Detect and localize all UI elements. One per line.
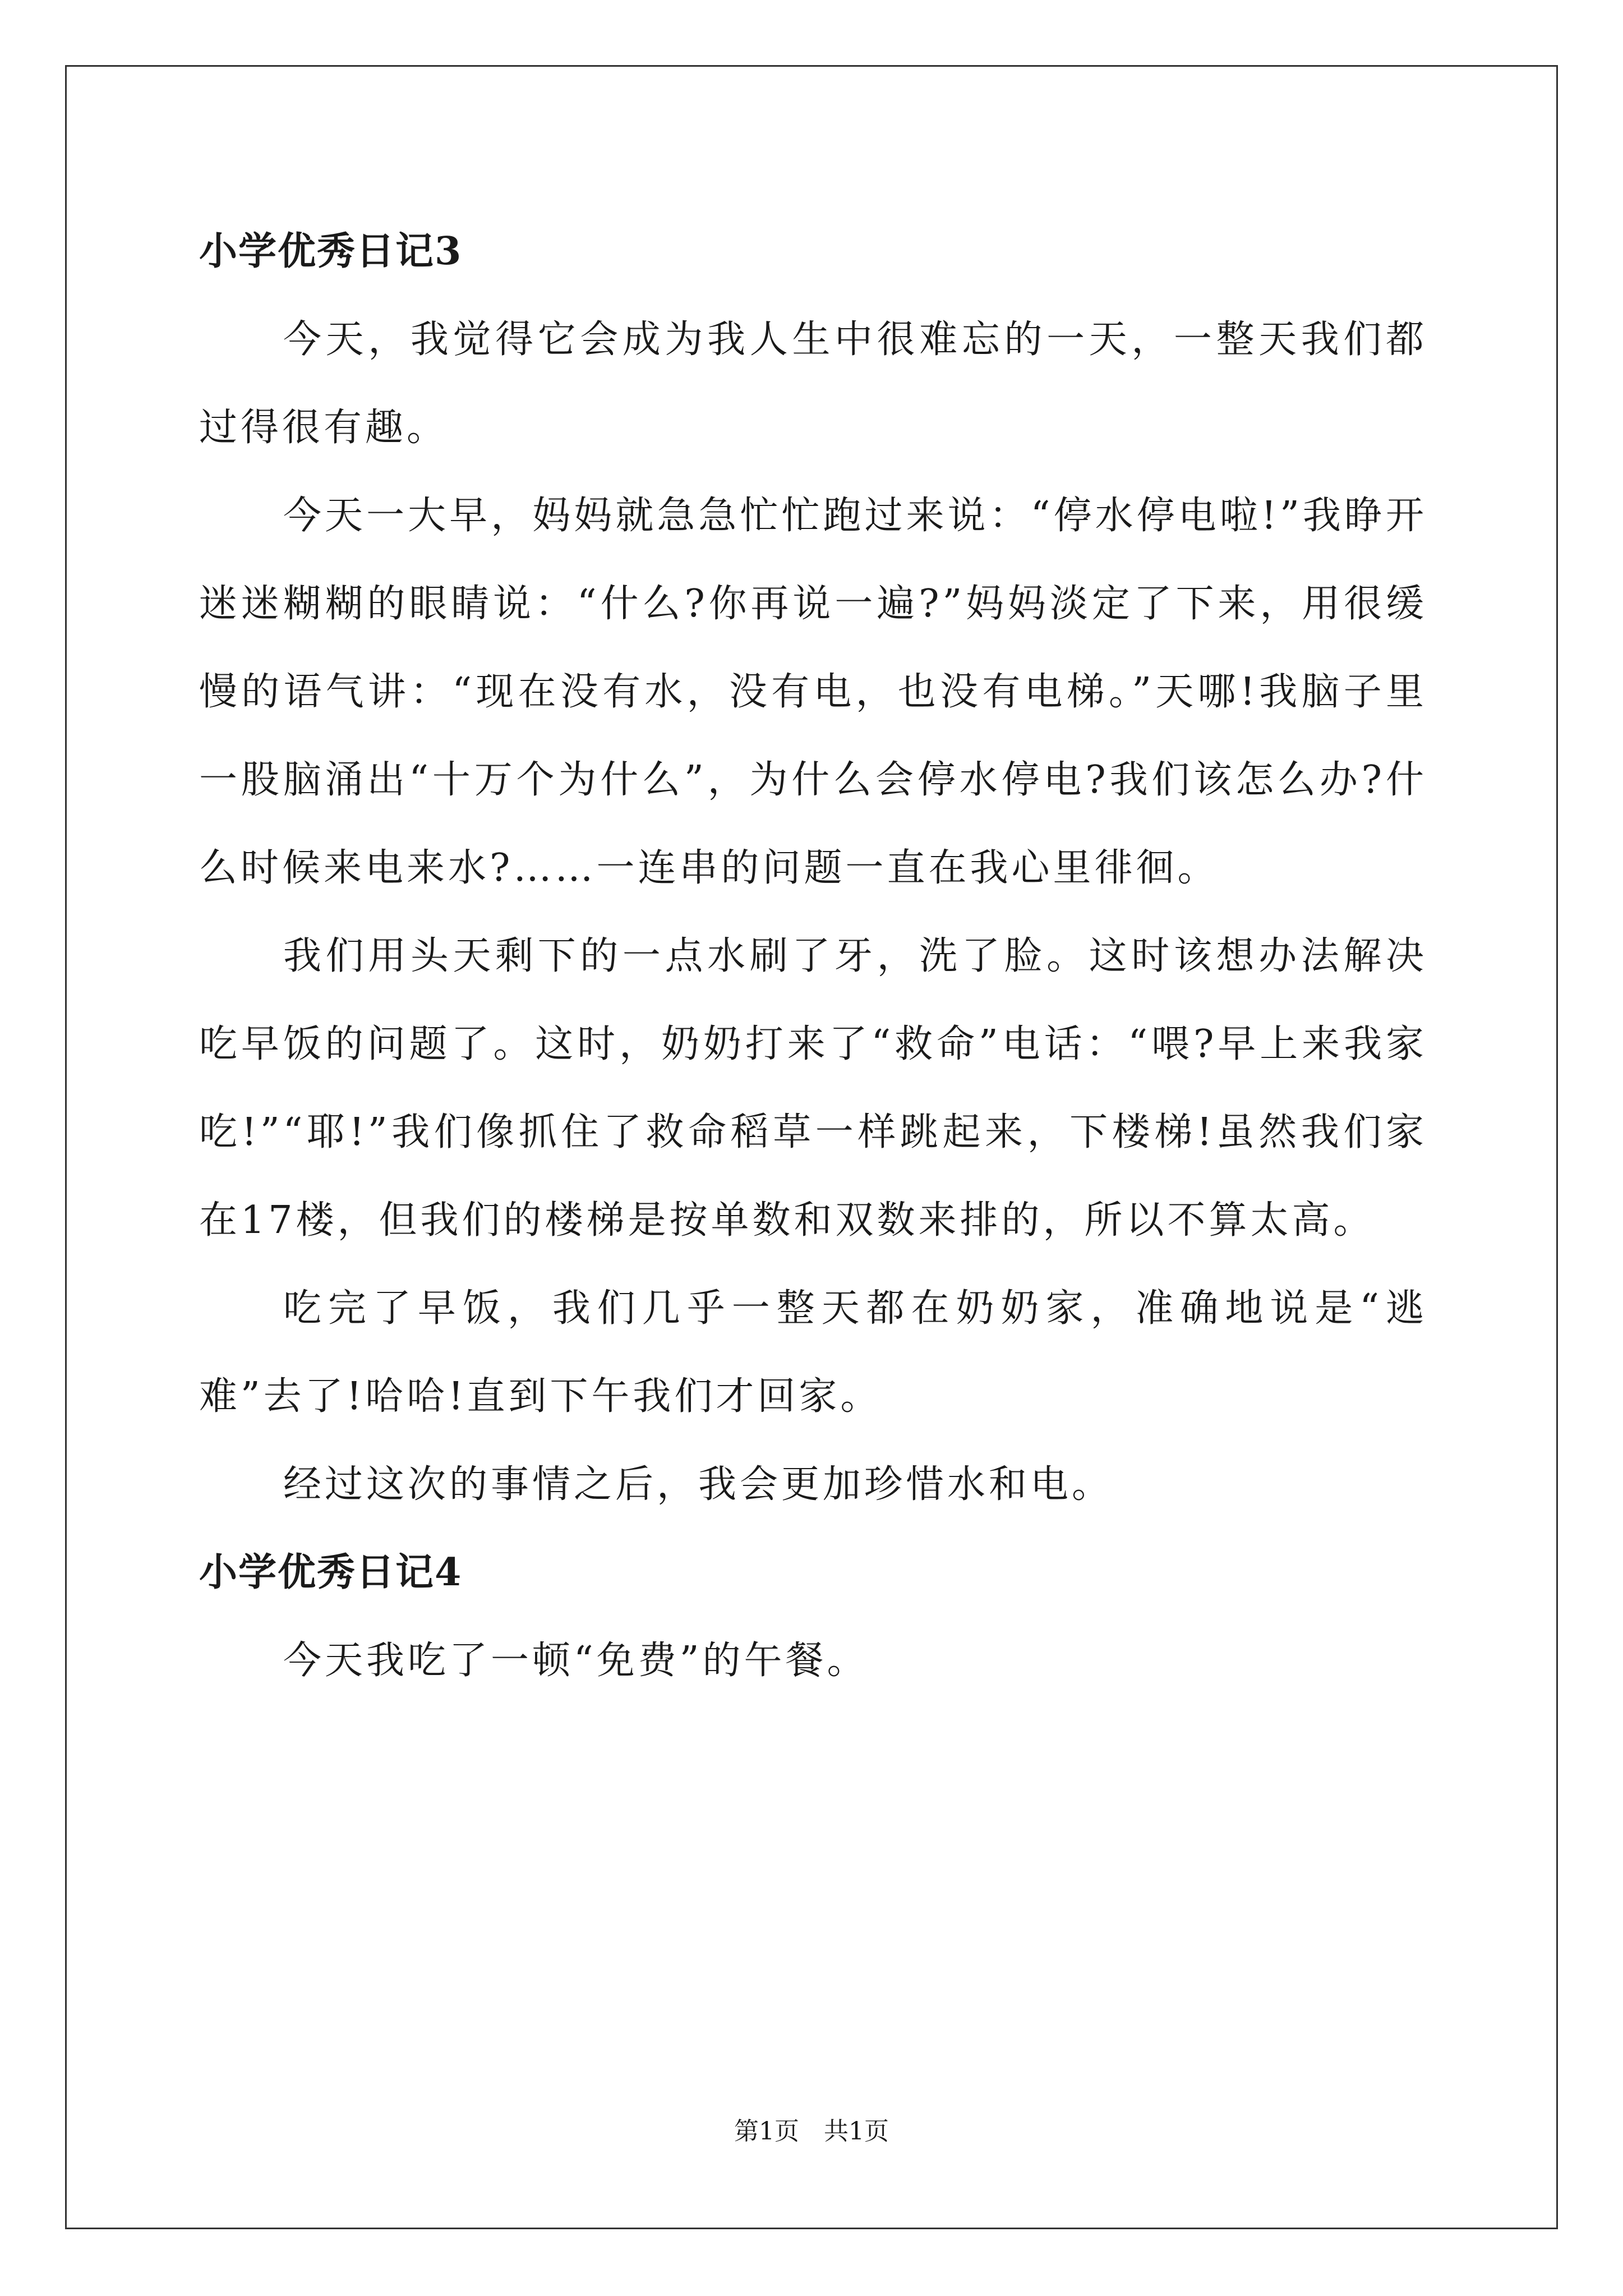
page-footer xyxy=(0,2115,1623,2148)
diary-section-4 xyxy=(199,1529,1427,1705)
section-title: 小学优秀日记3 xyxy=(199,229,463,274)
section-title: 小学优秀日记4 xyxy=(199,1550,463,1595)
paragraph: 今天一大早，妈妈就急急忙忙跑过来说：“停水停电啦!”我睁开迷迷糊糊的眼睛说：“什么?你再说一遍?”妈妈淡定了下来，用很缓慢的语气讲：“现在没有水，没有电，也没有电梯。”天哪!我脑子里一股脑涌出“十万个为什么”，为什么会停水停电?我们该怎么办?什么时候来电来水?……一连串的问题一直在我心里徘徊。 xyxy=(199,494,1427,890)
paragraph: 经过这次的事情之后，我会更加珍惜水和电。 xyxy=(283,1462,1114,1507)
paragraph: 今天我吃了一顿“免费”的午餐。 xyxy=(283,1639,869,1683)
paragraph: 今天，我觉得它会成为我人生中很难忘的一天，一整天我们都过得很有趣。 xyxy=(199,318,1427,450)
paragraph: 我们用头天剩下的一点水刷了牙，洗了脸。这时该想办法解决吃早饭的问题了。这时，奶奶打来了“救命”电话：“喂?早上来我家吃!”“耶!”我们像抓住了救命稻草一样跳起来，下楼梯!虽然我们家在17楼，但我们的楼梯是按单数和双数来排的，所以不算太高。 xyxy=(199,934,1427,1243)
page-total: 共1页 xyxy=(824,2117,889,2146)
document-body xyxy=(199,208,1427,1705)
page-number: 第1页 xyxy=(734,2117,799,2146)
paragraph: 吃完了早饭，我们几乎一整天都在奶奶家，准确地说是“逃难”去了!哈哈!直到下午我们才回家。 xyxy=(199,1286,1427,1419)
diary-section-3 xyxy=(199,208,1427,1529)
